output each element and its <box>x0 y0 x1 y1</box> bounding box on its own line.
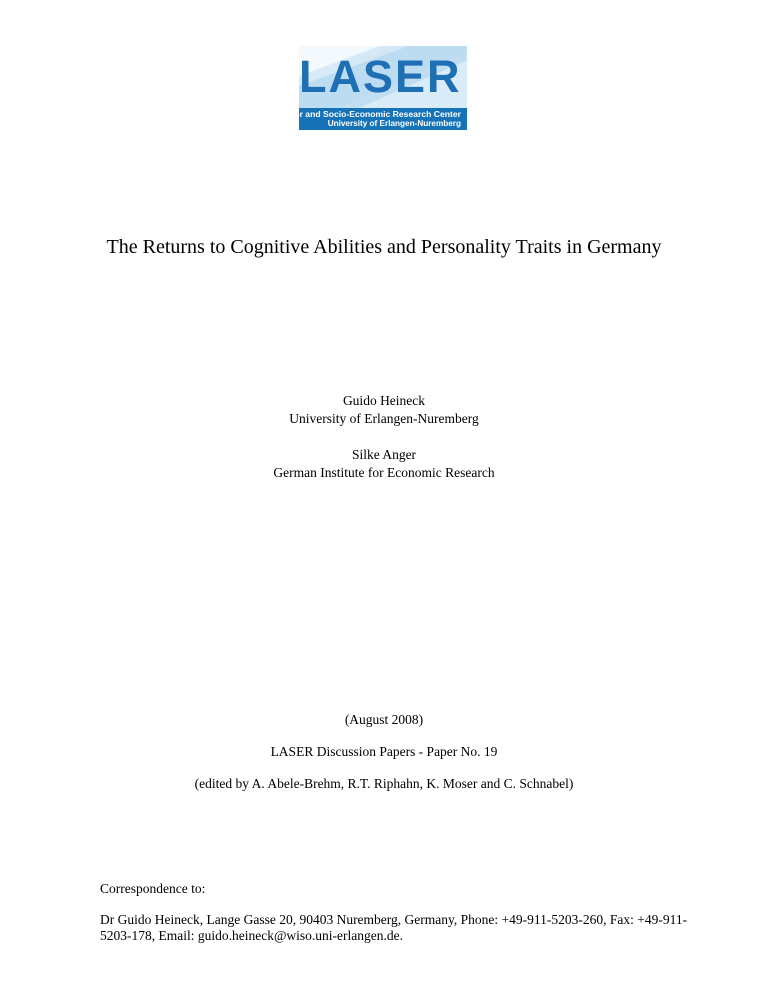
correspondence-label: Correspondence to: <box>100 881 206 896</box>
editors-info: (edited by A. Abele-Brehm, R.T. Riphahn, K. Moser and C. Schnabel) <box>194 776 574 791</box>
publication-date: (August 2008) <box>344 712 424 727</box>
paper-title: The Returns to Cognitive Abilities and Personality Traits in Germany <box>106 236 662 258</box>
correspondence-text: Dr Guido Heineck, Lange Gasse 20, 90403 Nuremberg, Germany, Phone: +49-911-5203-260, Fax: +49-911-5203-178, Email: guido.heineck@wiso.uni-erlangen.de. <box>100 912 688 943</box>
logo-subtitle-line2: University of Erlangen-Nuremberg <box>327 119 461 128</box>
author-1-name: Guido Heineck <box>342 393 426 408</box>
laser-logo <box>279 46 467 130</box>
logo-subtitle-line1: Labor and Socio-Economic Research Center <box>279 109 461 119</box>
author-2-affiliation: German Institute for Economic Research <box>273 465 495 480</box>
author-2-name: Silke Anger <box>351 447 417 462</box>
series-info: LASER Discussion Papers - Paper No. 19 <box>270 744 498 759</box>
author-1-affiliation: University of Erlangen-Nuremberg <box>289 411 479 426</box>
logo-wordmark: LASER <box>299 51 462 102</box>
